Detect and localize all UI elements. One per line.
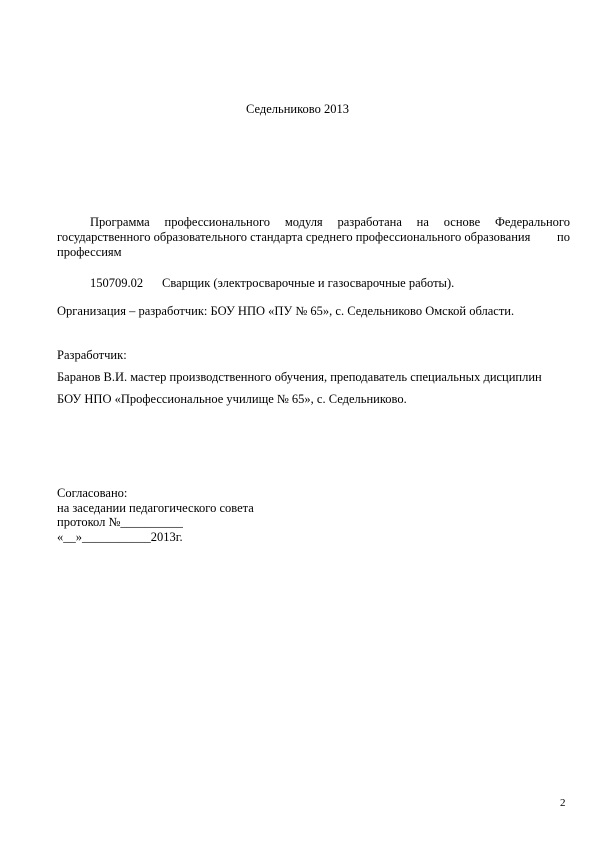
approval-council: на заседании педагогического совета <box>57 500 254 515</box>
word: основе <box>443 215 481 229</box>
line-2-main-text: государственного образовательного стандарта среднего профессионального образования <box>57 230 531 244</box>
program-description-line-2 <box>57 230 570 245</box>
approval-protocol: протокол №__________ <box>57 515 183 529</box>
word: Программа <box>90 215 150 229</box>
approval-block <box>57 486 254 544</box>
developer-name: Баранов В.И. мастер производственного обучения, преподаватель специальных дисциплин <box>57 370 542 384</box>
line-2-end-word: по <box>557 230 570 244</box>
profession-name: Сварщик (электросварочные и газосварочные работы). <box>162 276 455 290</box>
word: профессионального <box>164 215 271 229</box>
profession-line <box>90 276 454 291</box>
word: Федерального <box>494 215 570 229</box>
page-number: 2 <box>560 797 566 809</box>
organization-developer: Организация – разработчик: БОУ НПО «ПУ № 65», с. Седельниково Омской области. <box>57 304 515 318</box>
approval-title: Согласовано: <box>57 486 128 500</box>
profession-code: 150709.02 <box>90 276 144 290</box>
developer-title: Разработчик: <box>57 348 127 362</box>
program-description-line-3: профессиям <box>57 245 122 259</box>
word: разработана <box>337 215 402 229</box>
approval-date: «__»___________2013г. <box>57 529 183 544</box>
program-description-line-1 <box>57 215 570 230</box>
developer-institution: БОУ НПО «Профессиональное училище № 65», с. Седельниково. <box>57 392 407 406</box>
word: модуля <box>284 215 323 229</box>
program-description <box>57 215 570 260</box>
place-year-heading: Седельниково 2013 <box>246 102 349 116</box>
word: на <box>416 215 429 229</box>
